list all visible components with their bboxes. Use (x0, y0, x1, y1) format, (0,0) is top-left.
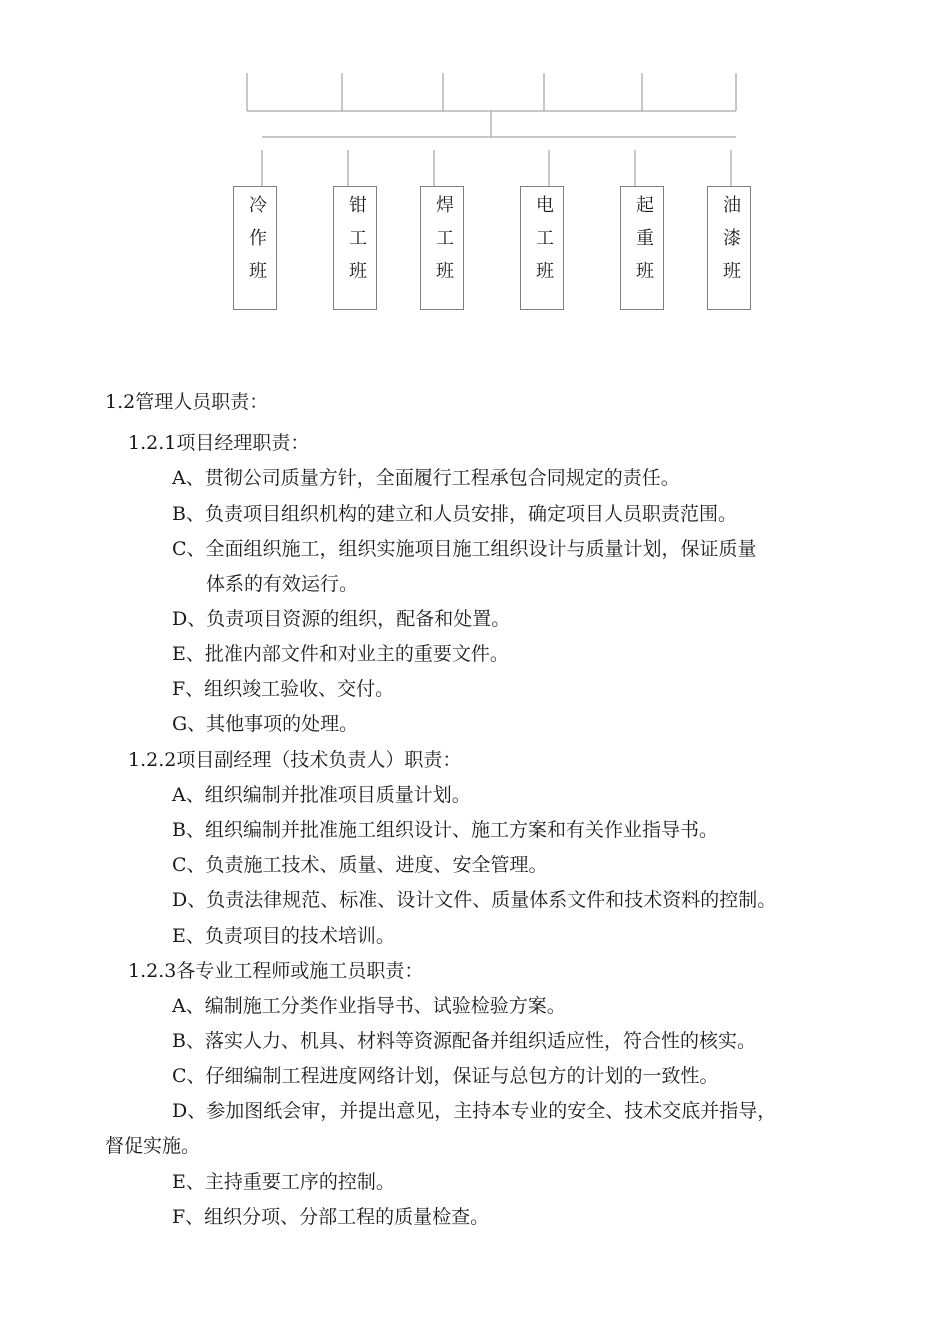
team-box-welder (420, 186, 464, 310)
list-item: C、仔细编制工程进度网络计划，保证与总包方的计划的一致性。 (172, 1065, 719, 1087)
list-item-continuation: 体系的有效运行。 (206, 573, 359, 595)
list-item: E、主持重要工序的控制。 (172, 1171, 395, 1193)
list-item: C、全面组织施工，组织实施项目施工组织设计与质量计划，保证质量 (172, 538, 757, 560)
subsection-heading-2: 1.2.2项目副经理（技术负责人）职责： (128, 749, 462, 771)
team-label-welder: 焊工班 (433, 195, 454, 294)
list-item: E、负责项目的技术培训。 (172, 925, 395, 947)
org-chart (0, 0, 950, 330)
list-item: B、落实人力、机具、材料等资源配备并组织适应性，符合性的核实。 (172, 1030, 756, 1052)
list-item: D、负责项目资源的组织，配备和处置。 (172, 608, 511, 630)
subsection-heading-1: 1.2.1项目经理职责： (128, 432, 310, 454)
list-item: D、负责法律规范、标准、设计文件、质量体系文件和技术资料的控制。 (172, 889, 777, 911)
list-item: A、贯彻公司质量方针，全面履行工程承包合同规定的责任。 (172, 467, 680, 489)
list-item: F、组织竣工验收、交付。 (172, 678, 395, 700)
team-label-electrician: 电工班 (533, 195, 554, 294)
team-label-fitter: 钳工班 (346, 195, 367, 294)
list-item: B、负责项目组织机构的建立和人员安排，确定项目人员职责范围。 (172, 503, 737, 525)
section-heading: 1.2管理人员职责： (105, 391, 269, 413)
team-box-rigging (620, 186, 664, 310)
list-item: E、批准内部文件和对业主的重要文件。 (172, 643, 509, 665)
org-chart-connectors (0, 0, 950, 330)
team-box-fitter (333, 186, 377, 310)
list-item: F、组织分项、分部工程的质量检查。 (172, 1206, 490, 1228)
list-item: A、组织编制并批准项目质量计划。 (172, 784, 471, 806)
team-box-painting (707, 186, 751, 310)
list-item: B、组织编制并批准施工组织设计、施工方案和有关作业指导书。 (172, 819, 718, 841)
team-box-electrician (520, 186, 564, 310)
list-item: C、负责施工技术、质量、进度、安全管理。 (172, 854, 548, 876)
team-label-rigging: 起重班 (633, 195, 654, 294)
list-item: A、编制施工分类作业指导书、试验检验方案。 (172, 995, 566, 1017)
subsection-heading-3: 1.2.3各专业工程师或施工员职责： (128, 960, 424, 982)
list-item: D、参加图纸会审，并提出意见，主持本专业的安全、技术交底并指导， (172, 1100, 777, 1122)
list-item-continuation: 督促实施。 (105, 1135, 201, 1157)
list-item: G、其他事项的处理。 (172, 713, 359, 735)
team-label-painting: 油漆班 (720, 195, 741, 294)
team-label-cold-work: 冷作班 (246, 195, 267, 294)
team-box-cold-work (233, 186, 277, 310)
